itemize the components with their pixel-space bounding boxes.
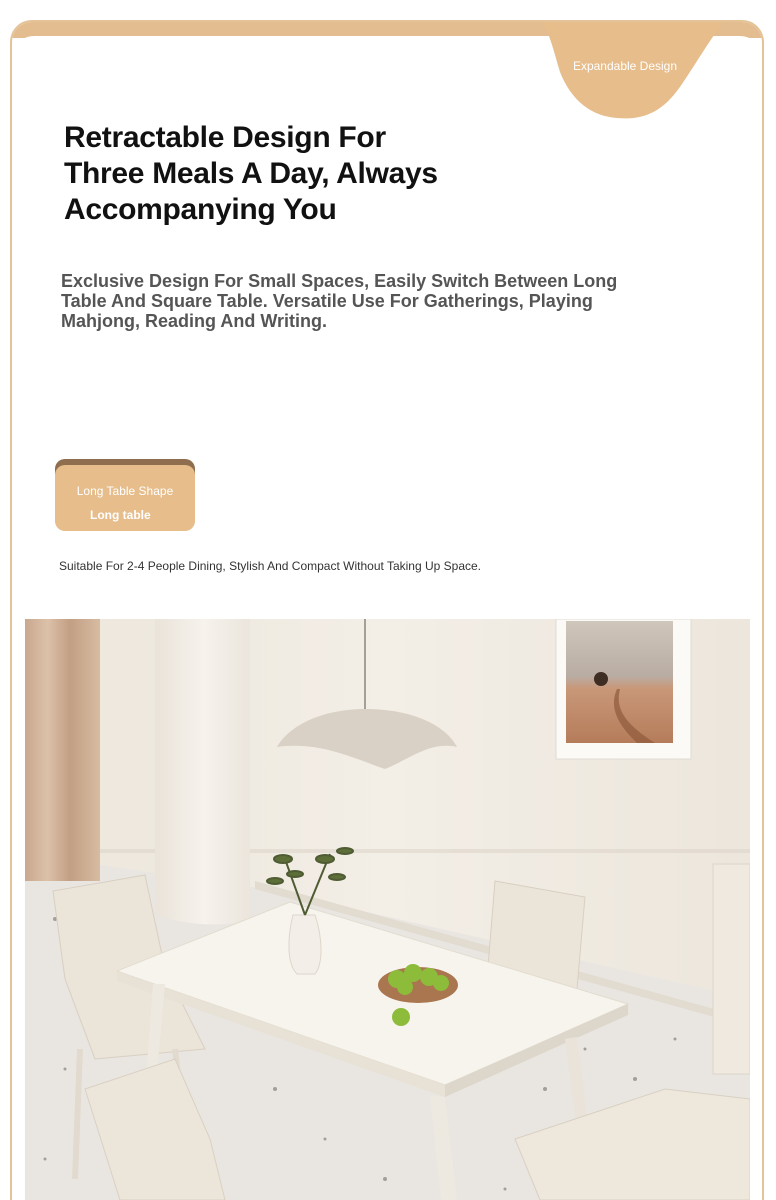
curtain [25,619,100,881]
title-line-2: Three Meals A Day, Always [64,157,438,190]
description-line-3: Mahjong, Reading And Writing. [61,311,327,331]
painting-canvas [566,621,673,743]
dining-scene-illustration [25,619,750,1200]
shape-title: Long Table Shape [76,484,174,498]
capacity-caption: Suitable For 2-4 People Dining, Stylish And Compact Without Taking Up Space. [59,559,482,573]
long-table-shape-label [55,459,195,531]
dining-room-photo [25,619,750,1200]
vase [289,915,321,974]
title-line-1: Retractable Design For [64,121,386,154]
title-line-3: Accompanying You [64,193,337,226]
page-title [64,120,524,228]
feature-description [61,271,621,331]
description-line-1: Exclusive Design For Small Spaces, Easily Switch Between Long [61,271,618,291]
description-line-2: Table And Square Table. Versatile Use For Gatherings, Playing [61,291,593,311]
expandable-design-tag: Expandable Design [572,59,678,73]
sideboard [713,864,750,1074]
expandable-tag-shape [12,22,764,132]
shape-subtitle: Long table [90,508,151,522]
